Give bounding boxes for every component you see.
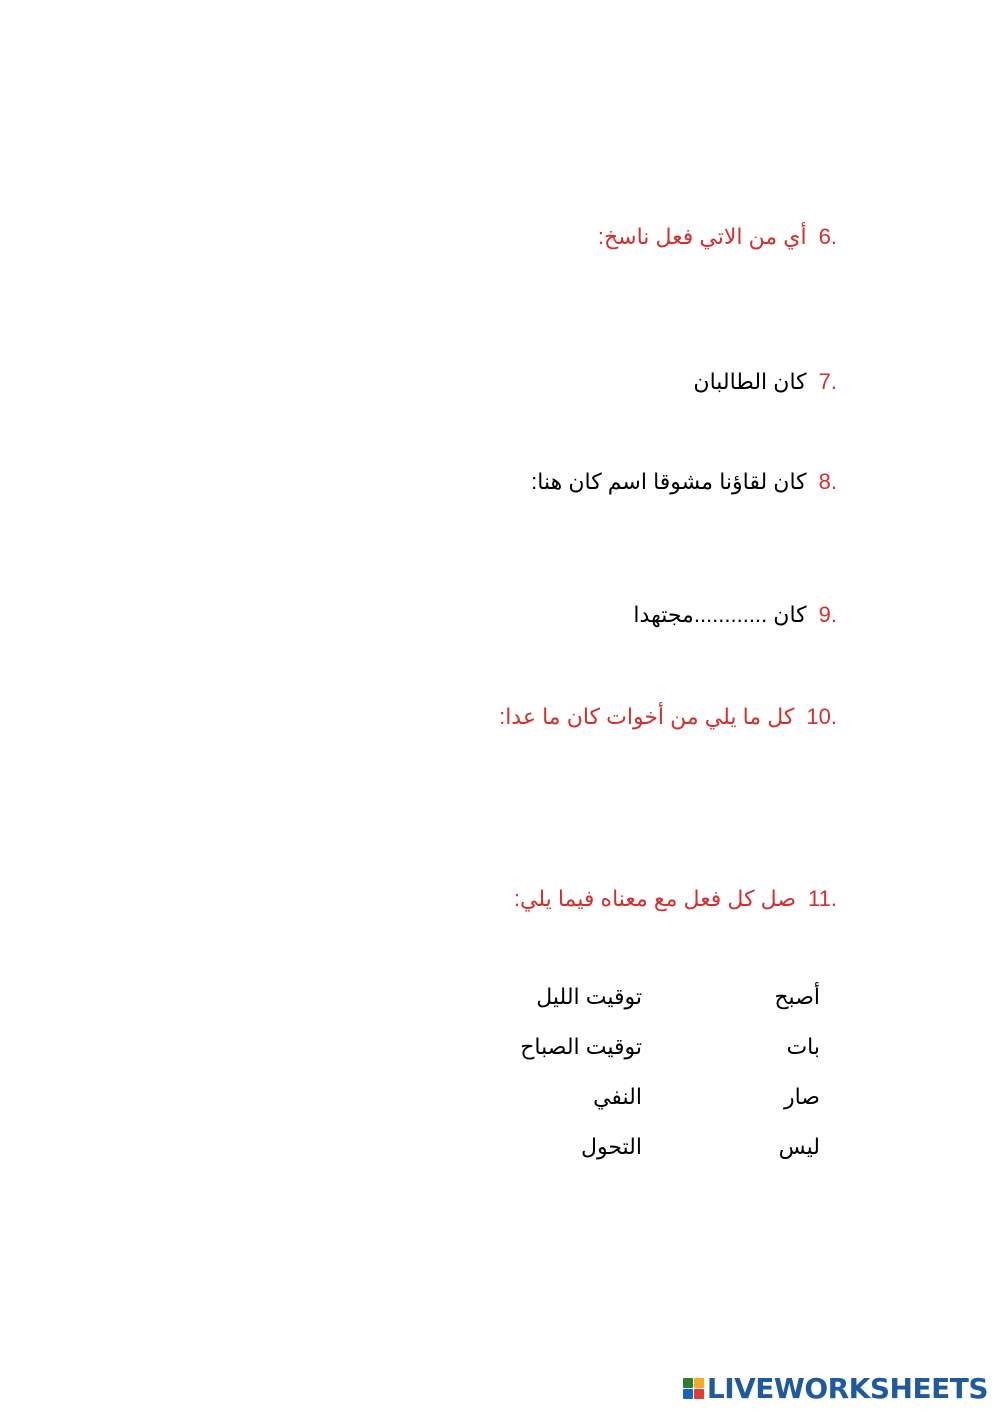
matching-meanings-column bbox=[520, 982, 642, 1182]
question-6-number: .6 bbox=[818, 224, 837, 249]
question-8 bbox=[531, 467, 837, 497]
question-11-text: صل كل فعل مع معناه فيما يلي: bbox=[513, 886, 797, 911]
question-8-number: .8 bbox=[818, 469, 837, 494]
question-11-number: .11 bbox=[808, 886, 837, 911]
question-9 bbox=[633, 600, 837, 630]
question-11 bbox=[514, 884, 837, 914]
matching-verbs-column bbox=[774, 982, 820, 1182]
question-9-number: .9 bbox=[818, 602, 837, 627]
matching-verb: ليس bbox=[778, 1134, 820, 1159]
matching-verb: بات bbox=[786, 1034, 820, 1059]
question-9-text: كان ............مجتهدا bbox=[633, 602, 807, 627]
question-10-text: كل ما يلي من أخوات كان ما عدا: bbox=[499, 704, 795, 729]
question-6-text: أي من الاتي فعل ناسخ: bbox=[597, 224, 807, 249]
logo-square-icon bbox=[694, 1378, 704, 1388]
liveworksheets-logo bbox=[683, 1370, 988, 1406]
matching-verb: أصبح bbox=[774, 984, 820, 1009]
matching-meaning: التحول bbox=[580, 1134, 642, 1159]
logo-square-icon bbox=[694, 1389, 704, 1399]
question-7-number: .7 bbox=[818, 369, 837, 394]
matching-meaning: النفي bbox=[593, 1084, 642, 1109]
question-8-text: كان لقاؤنا مشوقا اسم كان هنا: bbox=[531, 469, 807, 494]
matching-meaning: توقيت الليل bbox=[536, 984, 642, 1009]
matching-meaning: توقيت الصباح bbox=[520, 1034, 642, 1059]
liveworksheets-logo-icon bbox=[683, 1378, 704, 1399]
logo-square-icon bbox=[683, 1389, 693, 1399]
question-10-number: .10 bbox=[806, 704, 837, 729]
liveworksheets-logo-text: LIVEWORKSHEETS bbox=[706, 1371, 988, 1405]
question-6 bbox=[598, 222, 837, 252]
logo-square-icon bbox=[683, 1378, 693, 1388]
matching-verb: صار bbox=[783, 1084, 820, 1109]
question-10 bbox=[499, 702, 837, 732]
question-7 bbox=[693, 367, 837, 397]
question-7-text: كان الطالبان bbox=[693, 369, 807, 394]
